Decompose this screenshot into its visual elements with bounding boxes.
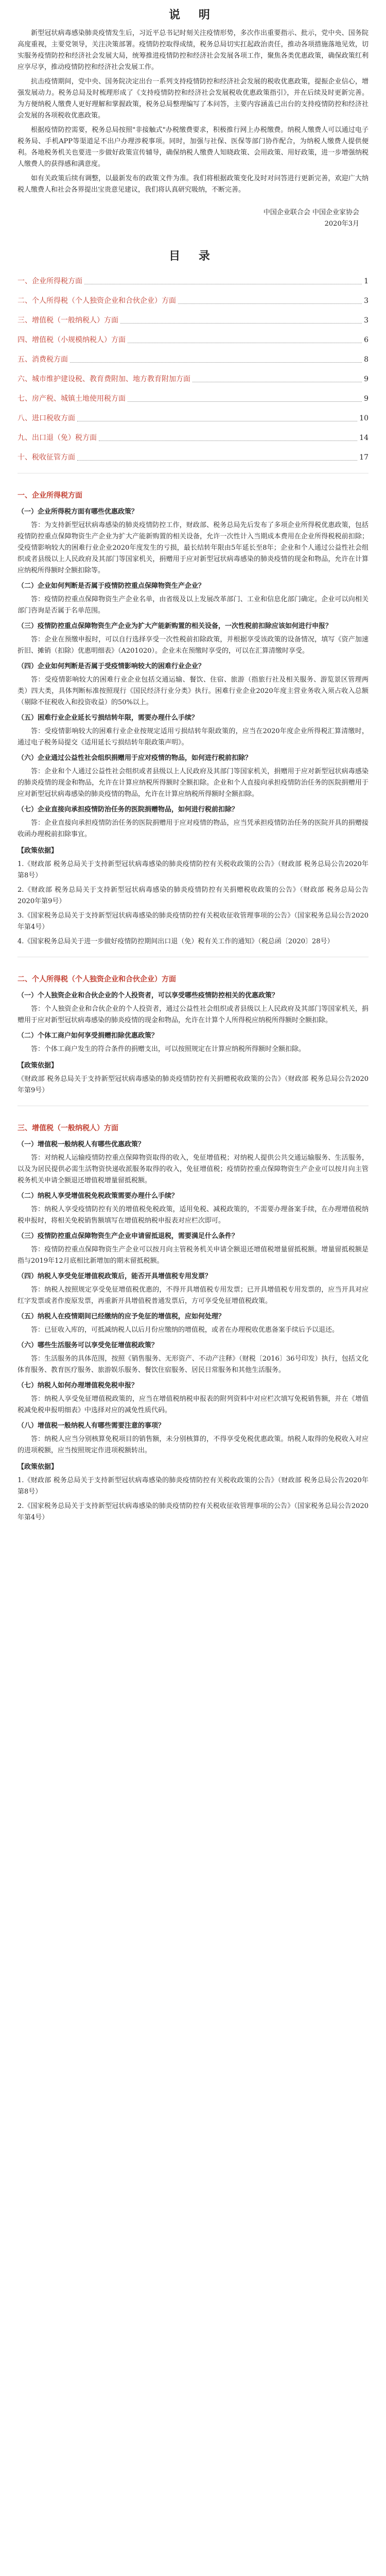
toc-item[interactable] [17,393,369,405]
toc-item[interactable] [17,353,369,366]
toc-title: 目 录 [169,249,217,263]
intro-paragraph: 新型冠状病毒感染肺炎疫情发生后，习近平总书记时刻关注疫情形势，多次作出重要指示、批示，党中央、国务院高度重视，主要党领导，关注决策部署。疫情防控取得成绩，税务总局切实扛起政治责任，推动各项措施落地见效，切实服务疫情防控和经济社会发展大局，统筹推进疫情防控和经济社会发展各项工作，聚焦各类优惠政策，确保政策红利应享尽享，推动疫情防控和经济社会发展工作。 [17,29,369,71]
toc-item-label: 一、企业所得税方面 [17,277,82,285]
toc-item-label: 五、消费税方面 [17,355,68,364]
answer: 答：纳税人应当分别核算免税项目的销售额，未分别核算的，不得享受免税优惠政策。纳税人取得的免税收入对应的进项税额，应当按照规定作进项税额转出。 [17,1435,369,1454]
toc-leader [70,362,362,363]
question: （五）困难行业企业延长亏损结转年限，需要办理什么手续？ [17,714,199,722]
intro-paragraph: 根据疫情防控需要，税务总局按照"非接触式"办税缴费要求，积极推行网上办税缴费。纳税人缴费人可以通过电子税务局、手机APP等渠道足不出户办理涉税事项。同时，加强与社保、医保等部门协作配合，为纳税人缴费人提供便利。各地税务机关也要进一步做好政策宣传辅导，确保纳税人缴费人知晓政策、会用政策、用好政策，进一步增强纳税人缴费人的获得感和满意度。 [17,126,369,168]
toc-item[interactable] [17,314,369,327]
toc-item-page: 1 [364,277,369,285]
toc-item-page: 8 [364,355,369,364]
toc-item[interactable] [17,275,369,287]
intro-signature [17,207,359,230]
answer: 答：纳税人享受疫情防控有关的增值税免税政策，适用免税、减税政策的，不需要办理备案手续，在办理增值税纳税申报时，将相关免税销售额填写在增值税纳税申报表对应栏次即可。 [17,1206,369,1225]
intro-paragraph: 如有关政策后续有调整，以最新发布的政策文件为准。我们将根据政策变化及时对问答进行更新完善，欢迎广大纳税人缴费人和社会各界提出宝贵意见建议，我们将认真研究吸纳，不断完善。 [17,175,369,194]
answer: 答：疫情防控重点保障物资生产企业可以按月向主管税务机关申请全额退还增值税增量留抵税额。增量留抵税额是指与2019年12月底相比新增加的期末留抵税额。 [17,1246,369,1265]
toc-item-page: 3 [364,316,369,325]
toc-leader [128,401,362,402]
toc-item-page: 14 [359,434,369,442]
answer: 答：为支持新型冠状病毒感染的肺炎疫情防控工作，财政部、税务总局先后发布了多项企业所得税优惠政策，包括疫情防控重点保障物资生产企业为扩大产能新购置的相关设备，允许一次性计入当期成本费用在企业所得税税前扣除；受疫情影响较大的困难行业企业2020年度发生的亏损，最长结转年限由5年延长至8年；企业和个人通过公益性社会组织或者县级以上人民政府及其部门等国家机关，捐赠用于应对新型冠状病毒感染的肺炎疫情的现金和物品，允许在计算应纳税所得额时全额扣除等。 [17,521,369,574]
section-individual-income-tax [17,974,369,1096]
signature-org: 中国企业联合会 中国企业家协会 [263,209,359,216]
answer: 答：个体工商户发生的符合条件的捐赠支出，可以按照规定在计算应纳税所得额时全额扣除。 [31,1045,306,1053]
toc-item-page: 17 [359,453,369,462]
question: （五）纳税人在疫情期间已经缴纳的应予免征的增值税，应如何处理？ [17,1313,225,1320]
question: （一）企业所得税方面有哪些优惠政策？ [17,508,138,516]
answer: 答：对纳税人运输疫情防控重点保障物资取得的收入，免征增值税；对纳税人提供公共交通运输服务、生活服务，以及为居民提供必需生活物资快递收派服务取得的收入，免征增值税；疫情防控重点保障物资生产企业可以按月向主管税务机关申请全额退还增值税增量留抵税额。 [17,1154,369,1184]
toc-item-label: 四、增值税（小规模纳税人）方面 [17,336,126,344]
question: （二）个体工商户如何享受捐赠扣除优惠政策？ [17,1032,159,1040]
question: （六）哪些生活服务可以享受免征增值税政策？ [17,1342,159,1349]
toc-item-label: 三、增值税（一般纳税人）方面 [17,316,118,325]
answer: 答：生活服务的具体范围，按照《销售服务、无形资产、不动产注释》（财税〔2016〕36号印发）执行，包括文化体育服务、教育医疗服务、旅游娱乐服务、餐饮住宿服务、居民日常服务和其他生活服务。 [17,1355,369,1374]
section-corporate-income-tax [17,490,369,947]
toc-leader [120,323,362,324]
question: （三）疫情防控重点保障物资生产企业为扩大产能新购置的相关设备，一次性税前扣除应该如何进行申报？ [17,622,332,630]
toc-item[interactable] [17,412,369,425]
toc-leader [178,303,362,304]
toc-item-label: 九、出口退（免）税方面 [17,434,97,442]
policy-basis-item: 1.《财政部 税务总局关于支持新型冠状病毒感染的肺炎疫情防控有关税收政策的公告》（财政部 税务总局公告2020年第8号） [17,860,369,879]
answer: 答：受疫情影响较大的困难行业企业包括交通运输、餐饮、住宿、旅游（指旅行社及相关服务、游览景区管理两类）四大类，具体判断标准按照现行《国民经济行业分类》执行。困难行业企业2020年度主营业务收入须占收入总额（剔除不征税收入和投资收益）的50%以上。 [17,676,369,706]
answer: 答：已征收入库的，可抵减纳税人以后月份应缴纳的增值税，或者在办理税收优惠备案手续后予以退还。 [31,1326,339,1334]
toc-leader [77,460,357,461]
section-heading: 二、个人所得税（个人独资企业和合伙企业）方面 [17,975,176,984]
toc-item-label: 二、个人所得税（个人独资企业和合伙企业）方面 [17,297,176,305]
toc-item-page: 9 [364,395,369,403]
toc-item-page: 6 [364,336,369,344]
policy-basis-item: 1.《财政部 税务总局关于支持新型冠状病毒感染的肺炎疫情防控有关税收政策的公告》（财政部 税务总局公告2020年第8号） [17,1477,369,1496]
policy-basis-label: 【政策依据】 [17,1062,58,1070]
question: （二）纳税人享受增值税免税政策需要办理什么手续？ [17,1192,179,1200]
answer: 答：企业直接向承担疫情防治任务的医院捐赠用于应对疫情的物品，应当凭承担疫情防治任务的医院开具的捐赠接收函办理税前扣除事宜。 [17,819,369,838]
answer: 答：疫情防控重点保障物资生产企业名单，由省级及以上发展改革部门、工业和信息化部门确定。企业可以向相关部门咨询是否属于名单范围。 [17,596,369,615]
question: （七）纳税人如何办理增值税免税申报？ [17,1382,138,1389]
policy-basis-item: 4.《国家税务总局关于进一步做好疫情防控期间出口退（免）税有关工作的通知》（税总函〔2020〕28号） [17,938,334,945]
answer: 答：企业在预缴申报时，可以自行选择享受一次性税前扣除政策，并根据享受该政策的设备情况，填写《资产加速折旧、摊销（扣除）优惠明细表》（A201020）。企业未在预缴时享受的，可以在汇算清缴时享受。 [17,636,369,655]
question: （八）增值税一般纳税人有哪些需要注意的事项？ [17,1422,165,1430]
policy-basis-item: 3.《国家税务总局关于支持新型冠状病毒感染的肺炎疫情防控有关税收征收管理事项的公告》（国家税务总局公告2020年第4号） [17,912,369,931]
toc-item[interactable] [17,432,369,444]
question: （四）企业如何判断是否属于受疫情影响较大的困难行业企业？ [17,663,205,670]
signature-date: 2020年3月 [324,220,359,228]
question: （二）企业如何判断是否属于疫情防控重点保障物资生产企业？ [17,582,205,590]
toc-item-label: 十、税收征管方面 [17,453,75,462]
question: （七）企业直接向承担疫情防治任务的医院捐赠物品，如何进行税前扣除？ [17,806,239,814]
toc-item-page: 3 [364,297,369,305]
toc-item-page: 9 [364,375,369,383]
question: （六）企业通过公益性社会组织捐赠用于应对疫情的物品，如何进行税前扣除？ [17,754,252,762]
policy-basis-label: 【政策依据】 [17,847,58,855]
question: （一）个人独资企业和合伙企业的个人投资者，可以享受哪些疫情防控相关的优惠政策？ [17,992,279,999]
question: （四）纳税人享受免征增值税政策后，能否开具增值税专用发票？ [17,1273,212,1280]
table-of-contents [17,275,369,464]
toc-item-label: 七、房产税、城镇土地使用税方面 [17,395,126,403]
intro-paragraph: 抗击疫情期间，党中央、国务院决定出台一系列支持疫情防控和经济社会发展的税收优惠政策，提振企业信心，增强发展动力。税务总局及时梳理形成了《支持疫情防控和经济社会发展税收优惠政策指引》，并在后续及时更新完善。为方便纳税人缴费人更好理解和掌握政策，税务总局整理编写了本问答，主要内容涵盖已出台的支持疫情防控和经济社会发展的各项税收优惠政策。 [17,78,369,120]
section-heading: 一、企业所得税方面 [17,492,82,500]
toc-item[interactable] [17,334,369,346]
toc-item[interactable] [17,451,369,464]
section-heading: 三、增值税（一般纳税人）方面 [17,1124,118,1132]
intro-title: 说 明 [169,8,217,22]
section-vat-general-taxpayer [17,1123,369,1523]
policy-basis-item: 2.《财政部 税务总局关于支持新型冠状病毒感染的肺炎疫情防控有关捐赠税收政策的公告》（财政部 税务总局公告2020年第9号） [17,886,369,905]
question: （三）疫情防控重点保障物资生产企业申请留抵退税，需要满足什么条件？ [17,1232,239,1240]
policy-basis-item: 2.《国家税务总局关于支持新型冠状病毒感染的肺炎疫情防控有关税收征收管理事项的公告》（国家税务总局公告2020年第4号） [17,1502,369,1521]
answer: 答：企业和个人通过公益性社会组织或者县级以上人民政府及其部门等国家机关，捐赠用于应对新型冠状病毒感染的肺炎疫情的现金和物品，允许在计算应纳税所得额时全额扣除。企业和个人直接向承担疫情防治任务的医院捐赠用于应对新型冠状病毒感染的肺炎疫情的物品，允许在计算应纳税所得额时全额扣除。 [17,768,369,798]
document [0,9,386,1523]
toc-item-label: 六、城市维护建设税、教育费附加、地方教育附加方面 [17,375,190,383]
toc-item[interactable] [17,295,369,307]
answer: 答：纳税人享受免征增值税政策的，应当在增值税纳税申报表的附列资料中对应栏次填写免税销售额，并在《增值税减免税申报明细表》中选择对应的减免性质代码。 [17,1395,369,1414]
policy-basis-item: 《财政部 税务总局关于支持新型冠状病毒感染的肺炎疫情防控有关捐赠税收政策的公告》（财政部 税务总局公告2020年第9号） [17,1075,369,1094]
policy-basis-label: 【政策依据】 [17,1463,58,1471]
toc-item-label: 八、进口税收方面 [17,414,75,422]
answer: 答：受疫情影响较大的困难行业企业按规定适用亏损结转年限政策的，应当在2020年度企业所得税汇算清缴时，通过电子税务局提交《适用延长亏损结转年限政策声明》。 [17,727,369,747]
question: （一）增值税一般纳税人有哪些优惠政策？ [17,1141,145,1148]
answer: 答：纳税人按照规定享受免征增值税优惠的，不得开具增值税专用发票；已开具增值税专用发票的，应当开具对应红字发票或者作废原发票，再重新开具增值税普通发票后，方可享受免征增值税政策。 [17,1286,369,1305]
answer: 答：个人独资企业和合伙企业的个人投资者，通过公益性社会组织或者县级以上人民政府及其部门等国家机关，捐赠用于应对新型冠状病毒感染的肺炎疫情的现金和物品，允许在计算个人所得税应纳税所得额时全额扣除。 [17,1005,369,1024]
toc-leader [99,440,357,441]
toc-item[interactable] [17,373,369,385]
toc-item-page: 10 [359,414,369,422]
